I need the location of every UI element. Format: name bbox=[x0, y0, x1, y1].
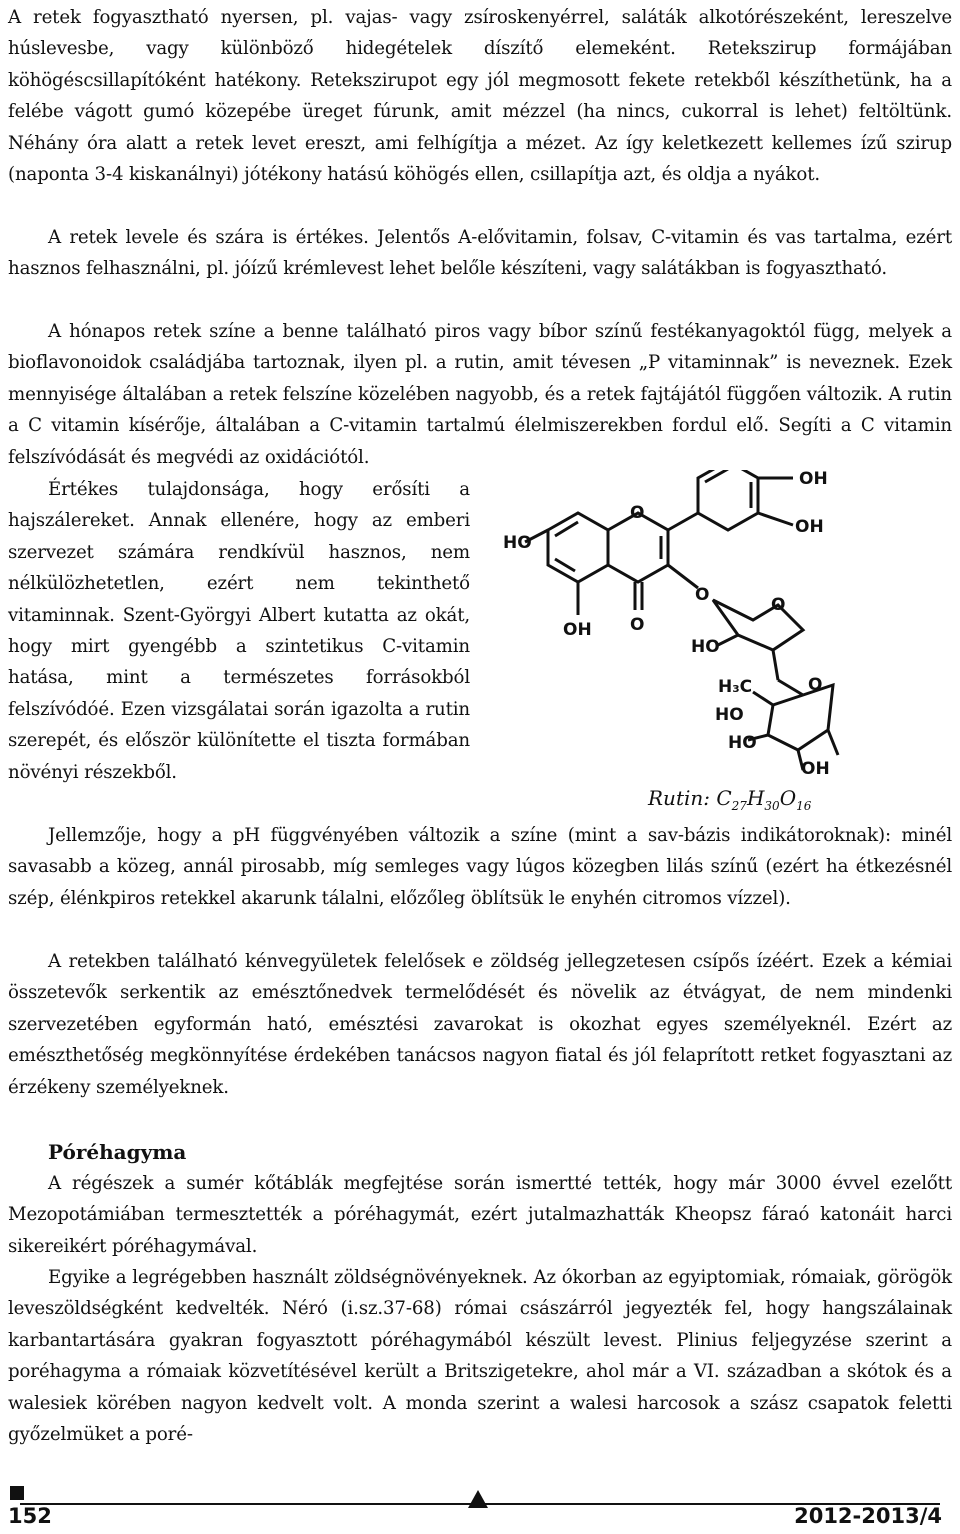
oh-label: OH bbox=[795, 517, 824, 537]
formula-h: H bbox=[746, 786, 765, 810]
ho-label: HO bbox=[728, 733, 757, 753]
ho-label: HO bbox=[715, 705, 744, 725]
formula-o-count: 16 bbox=[796, 799, 812, 813]
oh-label: OH bbox=[563, 620, 592, 640]
oh-label: OH bbox=[801, 759, 830, 775]
page-number: 152 bbox=[8, 1504, 52, 1528]
oh-label: OH bbox=[799, 470, 828, 489]
ho-label: HO bbox=[691, 637, 720, 657]
paragraph-sulfur-compounds: A retekben található kénvegyületek felelősek e zöldség jellegzetesen csípős ízéért. Ezek a kémiai összetevők serkentik az emésztőnedvek termelődését és növelik az étvágyat, de nem mindenki szervezetében egyformán ható, emésztési zavarokat is okozhat egyes személyeknél. Ezért az emészthetőség megkönnyítése érdekében tanácsos nagyon fiatal és jól felaprított retket fogyasztani az érzékeny személyeknek. bbox=[8, 951, 952, 1098]
ho-label: HO bbox=[503, 533, 532, 553]
issue-number: 2012-2013/4 bbox=[794, 1504, 942, 1528]
formula-c: C bbox=[716, 786, 732, 810]
formula-o: O bbox=[779, 786, 797, 810]
section-heading: Póréhagyma bbox=[48, 1140, 187, 1164]
triangle-marker-icon bbox=[468, 1490, 488, 1508]
carbonyl-oxygen-label: O bbox=[630, 615, 645, 635]
ring-oxygen-label: O bbox=[630, 503, 645, 523]
rutin-structure-diagram bbox=[503, 470, 843, 775]
sugar-oxygen-label: O bbox=[771, 595, 786, 615]
sugar-oxygen-label: O bbox=[808, 675, 823, 695]
methyl-label: H₃C bbox=[718, 677, 753, 697]
paragraph-radish-color: A hónapos retek színe a benne található piros vagy bíbor színű festékanyagoktól függ, melyek a bioflavonoidok családjába tartoznak, ilyen pl. a rutin, amit tévesen „P vitaminnak” is neveznek. Ezek mennyisége általában a retek felszíne közelében nagyobb, és a retek fajtájától függően változik. A rutin a C vitamin kísérője, általában a C-vitamin tartalmú élelmiszerekben fordul elő. Segíti a C vitamin felszívódását és megvédi az oxidációtól. bbox=[8, 321, 952, 468]
caption-prefix: Rutin: bbox=[648, 786, 717, 810]
glycosidic-oxygen-label: O bbox=[695, 585, 710, 605]
formula-h-count: 30 bbox=[764, 799, 780, 813]
paragraph-leek-usage: Egyike a legrégebben használt zöldségnövényeknek. Az ókorban az egyiptomiak, rómaiak, görögök leveszöldségként kedvelték. Néró (i.sz.37-68) római császárról jegyezték fel, hogy hangszálainak karbantartására gyakran fogyasztott póréhagymából készült levest. Plinius feljegyzése szerint a poréhagyma a rómaiak közvetítésével került a Britszigetekre, ahol már a VI. században a skótok és a walesiek körében nagyon kedvelt volt. A monda szerint a walesi harcosok a szász csapatok feletti győzelmüket a poré- bbox=[8, 1267, 952, 1446]
square-marker-icon bbox=[10, 1486, 24, 1500]
figure-caption bbox=[648, 786, 811, 813]
paragraph-rutin: Értékes tulajdonsága, hogy erősíti a hajszálereket. Annak ellenére, hogy az emberi szervezet számára rendkívül hasznos, nem nélkülözhetetlen, ezért nem tekinthető vitaminnak. Szent-Györgyi Albert kutatta az okát, hogy mirt gyengébb a szintetikus C-vitamin hatása, mint a természetes forrásokból felszívódóé. Ezen vizsgálatai során igazolta a rutin szerepét, és először különítette el tiszta formában növényi részekből. bbox=[8, 479, 470, 783]
paragraph-leek-history: A régészek a sumér kőtáblák megfejtése során ismertté tették, hogy már 3000 évvel ezelőtt Mezopotámiában termesztették a póréhagymát, ezért jutalmazhatták Kheopsz fáraó katonáit harci sikereikért póréhagymával. bbox=[8, 1173, 952, 1257]
page-footer bbox=[0, 1486, 960, 1534]
paragraph-ph-indicator: Jellemzője, hogy a pH függvényében változik a színe (mint a sav-bázis indikátoroknak): minél savasabb a közeg, annál pirosabb, míg semleges vagy lúgos közegben lilás színű (ezért ha étkezésnél szép, élénkpiros retekkel akarunk tálalni, előzőleg öblítsük le enyhén citromos vízzel). bbox=[8, 825, 952, 909]
paragraph-radish-uses: A retek fogyasztható nyersen, pl. vajas- vagy zsíroskenyérrel, saláták alkotórészeként, lereszelve húslevesbe, vagy különböző hidegételek díszítő elemeként. Retekszirup formájában köhögéscsillapítóként hatékony. Retekszirupot egy jól megmosott fekete retekből készíthetünk, ha a felébe vágott gumó közepébe üreget fúrunk, amit mézzel (ha nincs, cukorral is lehet) feltöltünk. Néhány óra alatt a retek levet ereszt, ami felhígítja a mézet. Az így keletkezett kellemes ízű szirup (naponta 3-4 kiskanálnyi) jótékony hatású köhögés ellen, csillapítja azt, és oldja a nyákot. bbox=[8, 7, 952, 186]
paragraph-radish-leaves: A retek levele és szára is értékes. Jelentős A-elővitamin, folsav, C-vitamin és vas tartalma, ezért hasznos felhasználni, pl. jóízű krémlevest lehet belőle készíteni, vagy salátákban is fogyasztható. bbox=[8, 227, 952, 280]
formula-c-count: 27 bbox=[731, 799, 747, 813]
